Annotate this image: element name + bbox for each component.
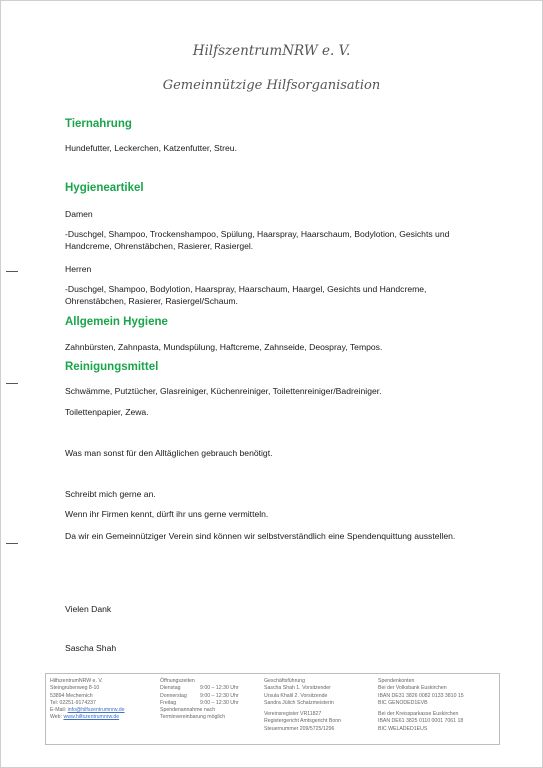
footer-email-link[interactable]: info@hilfszentrumnrw.de <box>67 707 125 714</box>
text-verein: Da wir ein Gemeinnütziger Verein sind können wir selbstverständlich eine Spendenquittung ausstellen. <box>65 531 456 541</box>
hours-day: Dienstag <box>160 685 181 692</box>
fold-mark-top <box>6 271 18 272</box>
footer-bank-iban: IBAN DE31 3826 0082 0133 3810 15 <box>378 692 464 699</box>
footer-web-row <box>50 714 124 721</box>
text-reinigungsmittel: Schwämme, Putztücher, Glasreiniger, Küchenreiniger, Toilettenreiniger/Badreiniger. <box>65 386 382 396</box>
footer-tax-number: Steuernummer 209/5725/1296 <box>264 725 335 732</box>
footer-street: Steingrubenweg 8-10 <box>50 685 100 692</box>
organization-title: HilfszentrumNRW e. V. <box>192 43 351 59</box>
footer-hours-note: Terminvereinbarung möglich <box>160 714 226 721</box>
footer-hours-row <box>160 700 239 707</box>
label-damen: Damen <box>65 209 93 219</box>
text-herren: -Duschgel, Shampoo, Bodylotion, Haarspray, Haarschaum, Haargel, Gesichts und Handcreme, Ohrenstäbchen, Rasierer, Rasiergel/Schaum. <box>65 284 427 307</box>
punch-mark <box>6 383 18 384</box>
footer-bank-bic: BIC WELADED1EUS <box>378 725 428 732</box>
footer-register: Vereinsregister VR11827 <box>264 711 322 718</box>
footer-org-name: HilfszentrumNRW e. V. <box>50 678 103 684</box>
fold-mark-bottom <box>6 543 18 544</box>
organization-subtitle: Gemeinnützige Hilfsorganisation <box>162 78 381 93</box>
text-tiernahrung: Hundefutter, Leckerchen, Katzenfutter, Streu. <box>65 143 237 153</box>
footer-bank <box>378 678 464 733</box>
hours-day: Freitag <box>160 699 177 706</box>
footer-bank-title: Spendenkonten <box>378 678 415 684</box>
text-schreibt: Schreibt mich gerne an. <box>65 489 156 499</box>
signature-name: Sascha Shah <box>65 643 117 653</box>
heading-reinigungsmittel: Reinigungsmittel <box>65 361 159 373</box>
closing-text: Vielen Dank <box>65 604 112 614</box>
footer-web-label: Web: <box>50 714 63 721</box>
hours-time: 9:00 – 12:30 Uhr <box>200 699 239 706</box>
footer-court: Registergericht Amtsgericht Bonn <box>264 718 341 725</box>
heading-hygieneartikel: Hygieneartikel <box>65 182 144 194</box>
hours-time: 9:00 – 12:30 Uhr <box>200 685 239 692</box>
text-toilettenpapier: Toilettenpapier, Zewa. <box>65 407 149 417</box>
footer-bank-iban: IBAN DE61 3825 0110 0001 7061 18 <box>378 718 464 725</box>
footer-bank-bic: BIC GENODED1EVB <box>378 699 428 706</box>
footer-web-link[interactable]: www.hilfszentrumnrw.de <box>63 714 120 721</box>
footer-bank-line: Bei der Volksbank Euskirchen <box>378 685 447 692</box>
heading-allgemein-hygiene: Allgemein Hygiene <box>65 316 168 328</box>
footer-management-line: Sandra Jülich Schatzmeisterin <box>264 699 334 706</box>
footer-hours-note: Spendenannahme nach <box>160 707 216 714</box>
footer-management <box>264 678 341 733</box>
hours-day: Donnerstag <box>160 692 187 699</box>
text-firmen: Wenn ihr Firmen kennt, dürft ihr uns gerne vermitteln. <box>65 509 269 519</box>
footer-hours-row <box>160 693 239 700</box>
footer-phone: Tel: 02251-9174237 <box>50 699 96 706</box>
label-herren: Herren <box>65 264 92 274</box>
footer-management-title: Geschäftsführung <box>264 678 305 684</box>
text-alltag: Was man sonst für den Alltäglichen gebrauch benötigt. <box>65 448 273 458</box>
hours-time: 9:00 – 12:30 Uhr <box>200 692 239 699</box>
footer-email-row <box>50 707 124 714</box>
footer-management-line: Sascha Shah 1. Vorsitzender <box>264 685 331 692</box>
footer-city: 53894 Mechernich <box>50 692 93 699</box>
footer-hours <box>160 678 239 722</box>
footer-email-label: E-Mail: <box>50 707 67 714</box>
footer-bank-line: Bei der Kreissparkasse Euskirchen <box>378 711 459 718</box>
footer-hours-title: Öffnungszeiten <box>160 678 195 684</box>
text-damen: -Duschgel, Shampoo, Trockenshampoo, Spülung, Haarspray, Haarschaum, Bodylotion, Gesichts und Handcreme, Ohrenstäbchen, Rasierer, Rasiergel. <box>65 229 450 252</box>
heading-tiernahrung: Tiernahrung <box>65 118 132 130</box>
footer-address <box>50 678 124 722</box>
footer-hours-row <box>160 685 239 692</box>
letter-footer <box>45 673 500 745</box>
text-allgemein-hygiene: Zahnbürsten, Zahnpasta, Mundspülung, Haftcreme, Zahnseide, Deospray, Tempos. <box>65 342 383 352</box>
footer-management-line: Ursula Khalil 2. Vorsitzende <box>264 692 328 699</box>
